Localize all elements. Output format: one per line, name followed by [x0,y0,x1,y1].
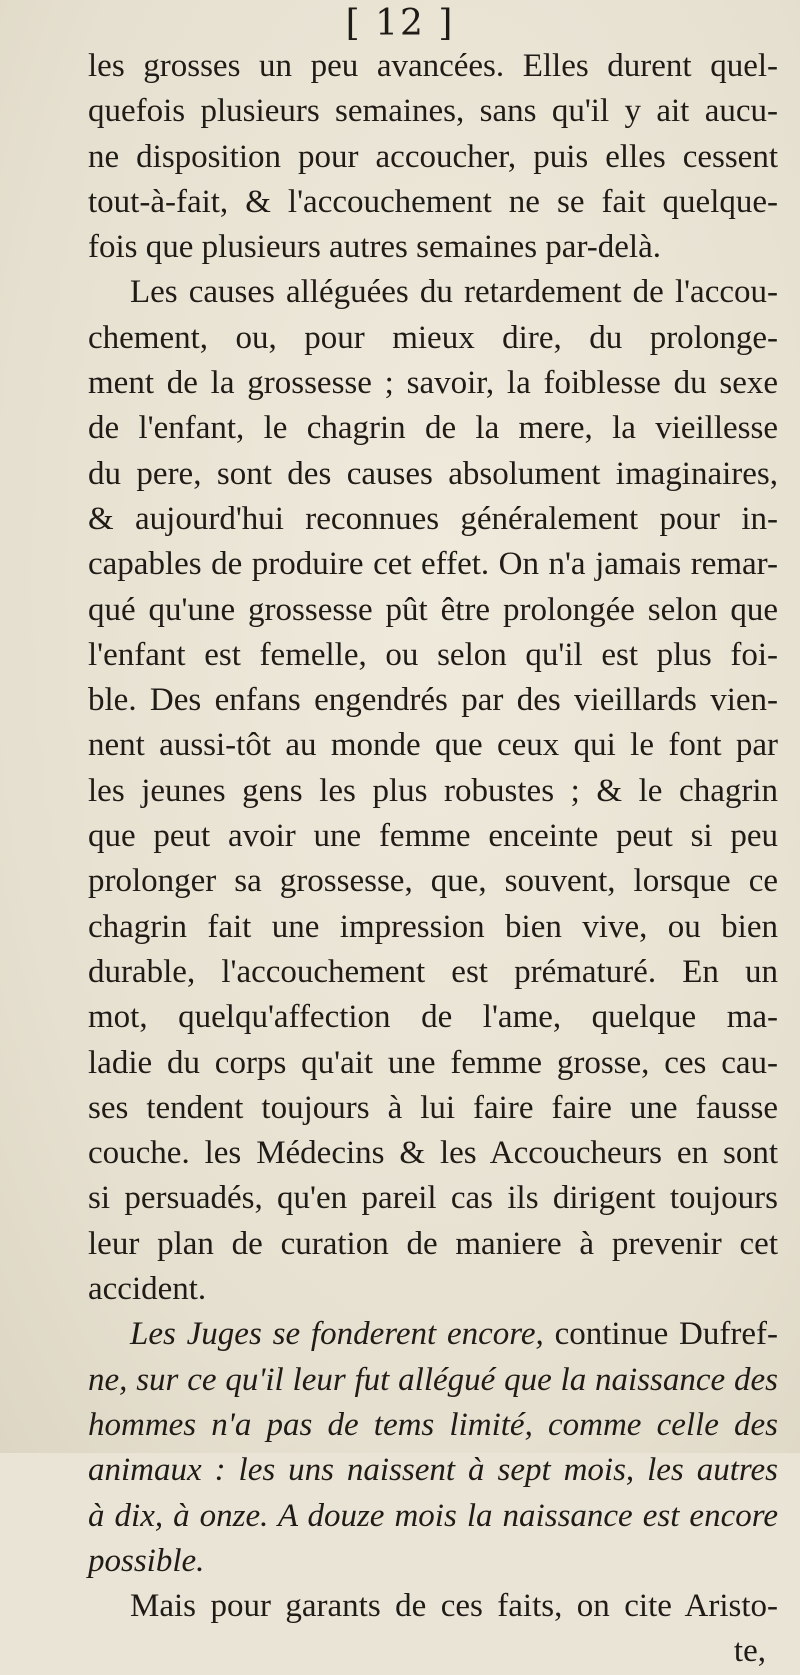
text-line: accident. [88,1271,207,1308]
text-line: leur plan de curation de maniere à prevenir cet [88,1225,778,1262]
text-line: capables de produire cet effet. On n'a jamais remar- [88,546,778,583]
text-line: ladie du corps qu'ait une femme grosse, ces cau- [88,1044,778,1081]
text-line: te, [733,1633,766,1670]
text-line: Mais pour garants de ces faits, on cite Aristo- [130,1588,778,1625]
text-line: chagrin fait une impression bien vive, ou bien [88,908,778,945]
text-line: Les Juges se fonderent encore, continue Dufref- [130,1316,778,1353]
text-line: de l'enfant, le chagrin de la mere, la vieillesse [88,410,778,447]
text-line: quefois plusieurs semaines, sans qu'il y ait aucu- [88,93,778,130]
text-line: ne, sur ce qu'il leur fut allégué que la naissance des [88,1361,778,1398]
text-line: animaux : les uns naissent à sept mois, les autres [88,1452,778,1489]
text-line: fois que plusieurs autres semaines par-delà. [88,229,661,266]
text-line: couche. les Médecins & les Accoucheurs en sont [88,1135,778,1172]
text-line: tout-à-fait, & l'accouchement ne se fait quelque- [88,183,778,220]
text-line: à dix, à onze. A douze mois la naissance est encore [88,1497,778,1534]
text-line: ses tendent toujours à lui faire faire une fausse [88,1089,778,1126]
body-text [88,44,778,1675]
page-number: [ 12 ] [345,3,455,44]
text-line: du pere, sont des causes absolument imaginaires, [88,455,778,492]
text-line: durable, l'accouchement est prématuré. En un [88,953,778,990]
text-line: Les causes alléguées du retardement de l'accou- [130,274,778,311]
text-line: prolonger sa grossesse, que, souvent, lorsque ce [88,863,778,900]
text-line: chement, ou, pour mieux dire, du prolonge- [88,319,778,356]
text-line: possible. [88,1542,205,1579]
text-line: & aujourd'hui reconnues généralement pour in- [88,500,778,537]
text-line: ble. Des enfans engendrés par des vieillards vien- [88,682,778,719]
text-line: que peut avoir une femme enceinte peut si peu [88,818,778,855]
text-line: si persuadés, qu'en pareil cas ils dirigent toujours [88,1180,778,1217]
text-line: les grosses un peu avancées. Elles durent quel- [88,48,778,84]
text-line: hommes n'a pas de tems limité, comme celle des [88,1406,778,1443]
text-line: mot, quelqu'affection de l'ame, quelque ma- [88,999,778,1036]
text-line: l'enfant est femelle, ou selon qu'il est plus foi- [88,636,778,673]
text-line: ne disposition pour accoucher, puis elles cessent [88,138,778,175]
text-line: qué qu'une grossesse pût être prolongée selon que [88,591,778,628]
text-line: les jeunes gens les plus robustes ; & le chagrin [88,772,778,809]
text-line: ment de la grossesse ; savoir, la foiblesse du sexe [88,365,778,402]
text-line: nent aussi-tôt au monde que ceux qui le font par [88,727,778,764]
